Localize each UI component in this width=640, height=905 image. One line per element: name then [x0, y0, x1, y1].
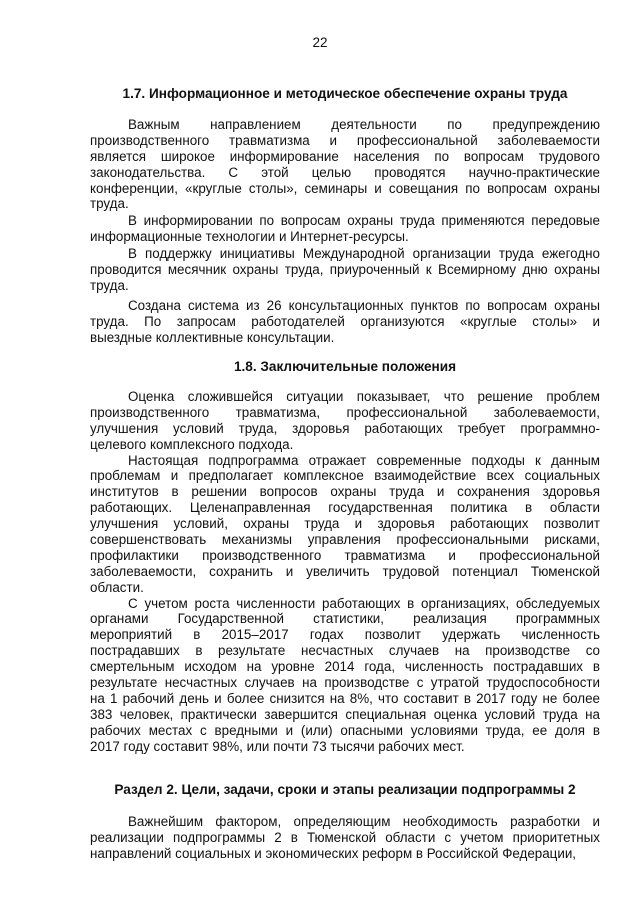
text-line: области. — [90, 579, 144, 595]
paragraph — [90, 213, 600, 245]
section-heading: 1.8. Заключительные положения — [233, 359, 457, 374]
text-line: пострадавших в результате несчастных случаев на производстве со — [90, 643, 600, 659]
page-number: 22 — [312, 35, 328, 50]
paragraph — [90, 298, 600, 346]
text-line: реализации подпрограммы 2 в Тюменской области с учетом приоритетных — [90, 829, 600, 845]
text-line: Оценка сложившейся ситуации показывает, что решение проблем — [128, 389, 600, 404]
text-line: результате несчастных случаев на производстве с утратой трудоспособности — [90, 675, 600, 691]
text-line: В информировании по вопросам охраны труда применяются передовые — [128, 213, 600, 229]
text-line: проблемам и предполагает комплексное взаимодействие всех социальных — [90, 468, 600, 484]
paragraph — [90, 246, 600, 294]
paragraph — [90, 117, 600, 212]
text-line: институтов в решении вопросов охраны труда и сохранения здоровья — [90, 484, 600, 500]
text-line: производственного травматизма, профессиональной заболеваемости, — [90, 404, 600, 420]
text-line: на 1 рабочий день и более снизится на 8%, что составит в 2017 году не более — [90, 690, 600, 706]
text-line: Настоящая подпрограмма отражает современные подходы к данным — [128, 452, 600, 468]
section-heading: 1.7. Информационное и методическое обеспечение охраны труда — [122, 86, 568, 101]
text-line: С учетом роста численности работающих в организациях, обследуемых — [128, 595, 600, 611]
text-line: выездные коллективные консультации. — [90, 329, 335, 345]
text-line: В поддержку инициативы Международной организации труда ежегодно — [128, 246, 600, 262]
text-line: Важнейшим фактором, определяющим необходимость разработки и — [128, 814, 600, 829]
paragraph — [90, 453, 600, 596]
paragraph — [90, 814, 600, 862]
text-line: работающих. Целенаправленная государственная политика в области — [90, 500, 600, 516]
text-line: информационные технологии и Интернет-ресурсы. — [90, 229, 409, 245]
section-1-8-body — [90, 389, 600, 754]
text-line: направлений социальных и экономических реформ в Российской Федерации, — [90, 845, 577, 861]
section-1-7-body — [90, 117, 600, 345]
text-line: труда. — [90, 277, 129, 293]
text-line: мероприятий в 2015–2017 годах позволит удержать численность — [90, 627, 600, 643]
text-line: органами Государственной статистики, реализация программных — [90, 611, 600, 627]
text-line: труда. — [90, 196, 129, 212]
text-line: Важным направлением деятельности по предупреждению — [128, 117, 600, 132]
text-line: совершенствовать механизмы управления профессиональными рисками, — [90, 532, 600, 548]
text-line: профилактики производственного травматизма и профессиональной — [90, 547, 600, 563]
text-line: законодательства. С этой целью проводятся научно-практические — [90, 164, 600, 180]
text-line: проводится месячник охраны труда, приуроченный к Всемирному дню охраны — [90, 262, 600, 278]
text-line: является широкое информирование населения по вопросам трудового — [90, 148, 600, 164]
text-line: 383 человек, практически завершится специальная оценка условий труда на — [90, 706, 600, 722]
text-line: смертельным исходом на уровне 2014 года, численность пострадавших в — [90, 659, 600, 675]
text-line: улучшения условий, охраны труда и здоровья работающих позволит — [90, 516, 600, 532]
text-line: 2017 году составит 98%, или почти 73 тысячи рабочих мест. — [90, 738, 465, 754]
text-line: производственного травматизма и профессиональной заболеваемости — [90, 132, 600, 148]
text-line: целевого комплексного подхода. — [90, 436, 294, 452]
text-line: улучшения условий труда, здоровья работающих требует программно- — [90, 420, 600, 436]
text-line: конференции, «круглые столы», семинары и совещания по вопросам охраны — [90, 180, 600, 196]
paragraph — [90, 389, 600, 453]
paragraph — [90, 596, 600, 755]
section-heading: Раздел 2. Цели, задачи, сроки и этапы реализации подпрограммы 2 — [114, 782, 576, 797]
section-2-body — [90, 814, 600, 862]
text-line: заболеваемости, сохранить и увеличить трудовой потенциал Тюменской — [90, 563, 600, 579]
text-line: рабочих местах с вредными и (или) опасными условиями труда, ее доля в — [90, 722, 600, 738]
text-line: Создана система из 26 консультационных пунктов по вопросам охраны — [128, 297, 600, 313]
text-line: труда. По запросам работодателей организуются «круглые столы» и — [90, 313, 600, 329]
